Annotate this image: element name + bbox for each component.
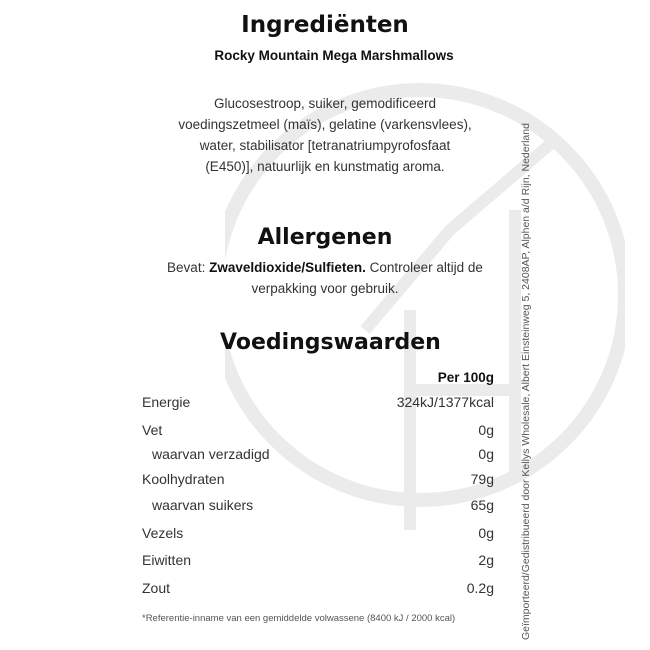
nutrition-value: 0.2g (466, 580, 494, 596)
nutrition-value: 0g (478, 446, 494, 462)
ingredients-line: water, stabilisator [tetranatriumpyrofosfaat (199, 138, 451, 153)
ingredients-text (150, 93, 500, 177)
nutrition-row-energie (142, 394, 494, 414)
nutrition-value: 65g (470, 497, 494, 513)
ingredients-line: (E450)], natuurlijk en kunstmatig aroma. (205, 159, 445, 174)
allergens-suffix: Controleer altijd de (365, 260, 483, 275)
nutrition-label: Eiwitten (142, 552, 192, 568)
allergens-prefix: Bevat: (167, 260, 210, 275)
per-100g-header: Per 100g (437, 370, 494, 385)
nutrition-row-verzadigd (142, 446, 494, 466)
nutrition-row-eiwitten (142, 552, 494, 572)
nutrition-row-zout (142, 580, 494, 600)
nutrition-label: waarvan suikers (152, 497, 254, 513)
allergens-title: Allergenen (257, 225, 393, 250)
nutrition-value: 0g (478, 525, 494, 541)
nutrition-label: Energie (142, 394, 191, 410)
nutrition-row-vet (142, 422, 494, 442)
nutrition-value: 0g (478, 422, 494, 438)
importer-text: Geïmporteerd/Gedistribueerd door Kellys Wholesale, Albert Einsteinweg 5, 2408AP, Alphen a/d Rijn, Nederland (520, 123, 532, 640)
product-name: Rocky Mountain Mega Marshmallows (214, 48, 454, 63)
nutrition-row-vezels (142, 525, 494, 545)
ingredients-title: Ingrediënten (241, 12, 409, 38)
ingredients-line: voedingszetmeel (maïs), gelatine (varkensvlees), (178, 117, 472, 132)
nutrition-label: Zout (142, 580, 171, 596)
nutrition-title: Voedingswaarden (220, 330, 441, 355)
ingredients-line: Glucosestroop, suiker, gemodificeerd (213, 96, 437, 111)
nutrition-label: Vezels (142, 525, 184, 541)
nutrition-row-suikers (142, 497, 494, 517)
nutrition-row-koolhydraten (142, 471, 494, 491)
nutrition-label: waarvan verzadigd (152, 446, 270, 462)
nutrition-value: 324kJ/1377kcal (396, 394, 494, 410)
footnote: *Referentie-inname van een gemiddelde volwassene (8400 kJ / 2000 kcal) (142, 613, 456, 624)
nutrition-value: 79g (470, 471, 494, 487)
allergens-text (135, 257, 515, 299)
allergens-bold: Zwaveldioxide/Sulfieten. (209, 260, 366, 275)
nutrition-label: Koolhydraten (142, 471, 225, 487)
nutrition-label: Vet (142, 422, 163, 438)
allergens-line2: verpakking voor gebruik. (251, 281, 399, 296)
nutrition-value: 2g (478, 552, 494, 568)
